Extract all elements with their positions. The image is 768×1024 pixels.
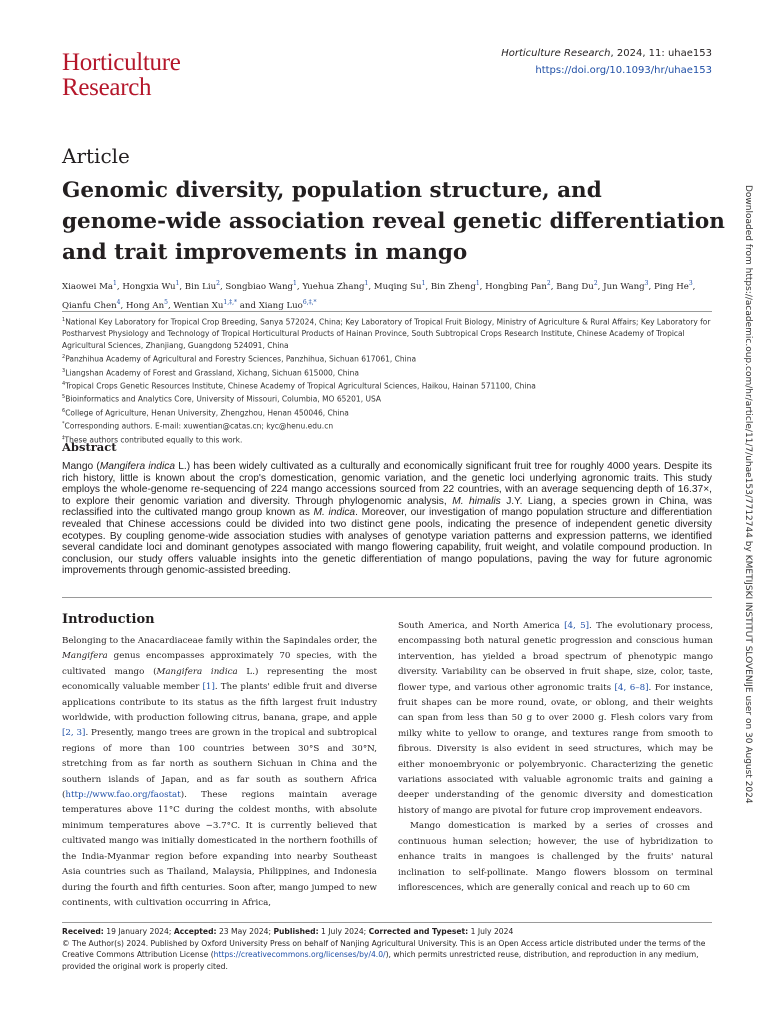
author-name: Muqing Su [373,281,422,292]
abstract-text-part: . Moreover, our investigation of mango population structure and differentiation revealed that Chinese accessions could be divided into two distinct gene pools, indicating the presence of independent genetic diversity ecotypes. By coupling genome-wide association studies with analyses of genotype variation patterns and expression patterns, we identified several candidate loci and dominant genotypes associated with mango flowering capability, fruit weight, and volatile compound production. In conclusion, our study offers valuable insights into the genetic differentiation of mango populations, paving the way for future agronomic improvements through genomic-assisted breeding. [62,507,713,577]
text-run: genus encompasses approximately 70 species, with the cultivated mango ( [62,651,377,677]
affiliation-text: National Key Laboratory for Tropical Crop Breeding, Sanya 572024, China; Key Laboratory of Tropical Fruit Biology, Ministry of Agriculture & Rural Affairs; Key Laboratory for Postharvest Physiology and Technology of Tropical Horticultural Products of Hainan Province, South Subtropical Crops Research Institute, Chinese Academy of Tropical Agricultural Sciences, Zhanjiang, Guangdong 524091, China [62,317,711,351]
affiliations [62,311,712,446]
text-run: L.) representing the most economically valuable member [62,666,377,693]
affiliation-text: Liangshan Academy of Forest and Grassland, Xichang, Sichuan 615000, China [65,368,359,378]
journal-logo-line1: Horticulture [62,49,181,76]
text-run: . Presently, mango trees are grown in the tropical and subtropical regions of more than 100 countries between 30°S and 30°N, stretching from as far north as southern Sichuan in China and the southern islands of Japan, and as far south as southern Africa ( [62,728,377,801]
faostat-link[interactable]: http://www.fao.org/faostat [65,790,181,801]
citation-block [501,45,712,79]
affiliation-mark: 3 [62,367,66,374]
published-date: 1 July 2024; [318,927,369,936]
text-run: . For instance, fruit shapes can be more round, ovate, or oblong, and their weights can span from less than 50 g to over 2000 g. Flesh colors vary from milky white to yellow to orange, and textures range from smooth to fibrous. Diversity is also evident in seed structures, which may be either monoembryonic or polyembryonic. Characterizing the genetic variations associated with valuable agronomic traits and gaining a deeper understanding of the genomic diversity and domestication history of mango are pivotal for future crop improvement endeavors. [398,682,713,816]
abstract-text [62,461,712,577]
corrected-date: 1 July 2024 [468,927,514,936]
author-name: Songbiao Wang [225,281,294,292]
author-affiliation-mark: 2 [216,280,220,287]
intro-paragraph [398,619,713,819]
author-affiliation-mark: 1 [475,280,480,287]
abstract-heading: Abstract [62,440,117,454]
author-affiliation-mark: 3 [644,280,649,287]
intro-paragraph: Mango domestication is marked by a series of crosses and continuous human selection; however, the use of hybridization to enhance traits in mangoes is challenged by the fruits' natural inclination to self-pollinate. Mango flowers blossom on terminal inflorescences, which are generally conical and reach up to 60 cm [398,821,713,893]
accepted-label: Accepted: [173,927,217,936]
genus-name: Mangifera [62,651,108,662]
author-list: Xiaowei Ma$^1$, Hongxia Wu$^1$, Bin Liu$^2$, Songbiao Wang$^1$, Yuehua Zhang$^1$, Muqing Su$^1$, Bin Zheng$^1$, Hongbing Pan$^2$, Bang Du$^2$, Jun Wang$^3$, Ping He$^3$, Qianfu Chen$^4$, Hong An$^5$, Wentian $Xu^{1,\ddagger,*}$ and Xiang Luo$^{6,\ddagger,*}$ [62,280,696,311]
affiliation-line [62,392,712,405]
author-name: Bang Du [556,281,594,292]
article-title [62,175,725,268]
affiliation-text: Corresponding authors. E-mail: xuwentian@catas.cn; kyc@henu.edu.cn [64,421,334,431]
affiliation-line [62,315,712,352]
author-name: Hongbing Pan [485,281,547,292]
author-name: Yuehua Zhang [302,281,365,292]
author-name: Xiang Luo [258,300,303,311]
citation-link[interactable]: [4, 5] [564,621,590,631]
affiliation-line [62,419,712,432]
affiliation-line [62,366,712,379]
publication-dates [62,926,712,938]
article-type: Article [62,144,130,168]
received-label: Received: [62,927,104,936]
species-name: Mangifera indica [99,461,175,472]
species-name: Mangifera indica [156,666,238,677]
affiliation-line [62,352,712,365]
accepted-date: 23 May 2024; [216,927,274,936]
corrected-label: Corrected and Typeset: [368,927,469,936]
author-affiliation-mark: 1 [364,280,369,287]
text-run: . The evolutionary process, encompassing both natural genetic progression and conscious human intervention, has yielded a broad spectrum of phenotypic mango diversity. Variability can be observed in fruit shape, size, color, taste, flower type, and various other agronomic traits [398,621,713,693]
received-date: 19 January 2024; [103,927,174,936]
author-name: Bin Zheng [430,281,476,292]
license-part: © The Author(s) 2024. Published by Oxford University Press on behalf of Nanjing Agricultural University. This is an Open Access article distributed under the terms of the Creative Commons Attribution License ( [62,938,706,960]
affiliation-mark: 2 [62,354,66,361]
species-name: M. himalis [452,495,501,507]
affiliation-text: Bioinformatics and Analytics Core, University of Missouri, Columbia, MO 65201, USA [65,394,381,404]
author-name: Ping He [653,281,689,292]
affiliation-line [62,433,712,446]
author-name: Bin Liu [184,281,217,292]
intro-paragraph [62,634,377,911]
article-footer [62,922,712,973]
author-affiliation-mark: 2 [546,280,551,287]
author-affiliation-mark: 2 [593,280,598,287]
citation-link[interactable]: [4, 6–8] [614,682,649,693]
title-line: and trait improvements in mango [62,240,468,265]
author-name: Hong An [125,300,165,311]
abstract-text-part: L.) has been widely cultivated as a culturally and economically significant fruit tree for roughly 4000 years. Despite its rich history, little is known about the crop's domestication, genomic variation, and the genetic loci underlying agronomic traits. This study employs the whole-genome re-sequencing of 224 mango accessions sourced from 22 countries, with an average sequencing depth of 16.37×, to explore their genomic variation and diversity. Through phylogenomic analysis, [62,461,713,507]
affiliation-mark: 6 [62,407,66,414]
published-label: Published: [273,927,319,936]
title-line: Genomic diversity, population structure, and [62,178,602,203]
license-part: ), which permits unrestricted reuse, distribution, and reproduction in any medium, provided the original work is properly cited. [62,950,699,972]
intro-right-column [398,619,713,896]
abstract-text-part: Mango ( [62,461,100,472]
affiliation-mark: * [62,421,65,428]
text-run: Belonging to the Anacardiaceae family within the Sapindales order, the [62,636,377,646]
author-affiliation-mark: 5 [164,298,168,306]
text-run: South America, and North America [398,621,565,631]
abstract-text-part: J.Y. Liang, a species grown in China, was reclassified into the cultivated mango group known as [62,495,712,519]
text-run: ). These regions maintain average temperatures above 11°C during the coldest months, with absolute minimum temperatures above −3.7°C. It is currently believed that cultivated mango was initially domesticated in the northern foothills of the India-Myanmar region before expanding into nearby Southeast Asia countries such as Thailand, Malaysia, Philippines, and Indonesia during the fourth and fifth centuries. Soon after, mango jumped to new continents, with cultivation occurring in Africa, [62,790,377,908]
citation-link[interactable]: [1] [202,682,215,693]
author-affiliation-mark: 6,‡,* [302,298,317,306]
author-affiliation-mark: 1 [175,280,180,287]
download-watermark: Downloaded from https://academic.oup.com/hr/article/11/7/uhae153/7712744 by KMETIJSKI INSTITUT SLOVENIJE user on 30 August 2024 [743,185,753,804]
citation-link[interactable]: [2, 3] [62,728,86,739]
section-divider [62,597,712,598]
citation-volume: , 2024, 11: uhae153 [610,48,712,59]
introduction-heading: Introduction [62,612,155,627]
doi-link[interactable]: https://doi.org/10.1093/hr/uhae153 [535,65,712,76]
author-name: Hongxia Wu [122,281,176,292]
author-affiliation-mark: 1 [293,280,297,287]
license-text [62,938,712,973]
license-link[interactable]: https://creativecommons.org/licenses/by/4.0/ [213,950,386,960]
citation-journal: Horticulture Research [501,48,611,59]
author-affiliation-mark: 4 [116,298,121,306]
author-affiliation-mark: 1 [113,280,117,287]
affiliation-line [62,406,712,419]
text-run: . The plants' edible fruit and diverse applications contribute to its status as the fifth largest fruit industry worldwide, with production following citrus, banana, grape, and apple [62,682,377,724]
affiliation-line [62,379,712,392]
author-name: Xiaowei Ma [62,281,114,292]
title-line: genome-wide association reveal genetic differentiation [62,209,725,234]
affiliation-text: Panzhihua Academy of Agricultural and Forestry Sciences, Panzhihua, Sichuan 617061, China [65,354,417,364]
citation-line [501,45,712,62]
affiliation-text: Tropical Crops Genetic Resources Institute, Chinese Academy of Tropical Agricultural Sciences, Haikou, Hainan 571100, China [65,381,536,391]
journal-logo [62,50,181,100]
author-affiliation-mark: 3 [688,280,693,287]
author-name: Qianfu Chen [62,300,117,311]
author-affiliation-mark: 1,‡,* [223,298,238,306]
affiliation-text: College of Agriculture, Henan University, Zhengzhou, Henan 450046, China [65,408,349,418]
affiliation-mark: 4 [62,381,66,388]
intro-left-column [62,634,377,911]
affiliation-mark: ‡ [62,434,65,441]
affiliation-text: These authors contributed equally to this work. [64,435,243,445]
journal-logo-line2: Research [62,74,152,101]
affiliation-mark: 5 [62,394,66,401]
author-affiliation-mark: 1 [421,280,426,287]
affiliation-mark: 1 [62,317,66,323]
species-name: M. indica [313,507,356,519]
author-name: Jun Wang [603,281,645,292]
author-name: Wentian Xu [173,300,224,311]
